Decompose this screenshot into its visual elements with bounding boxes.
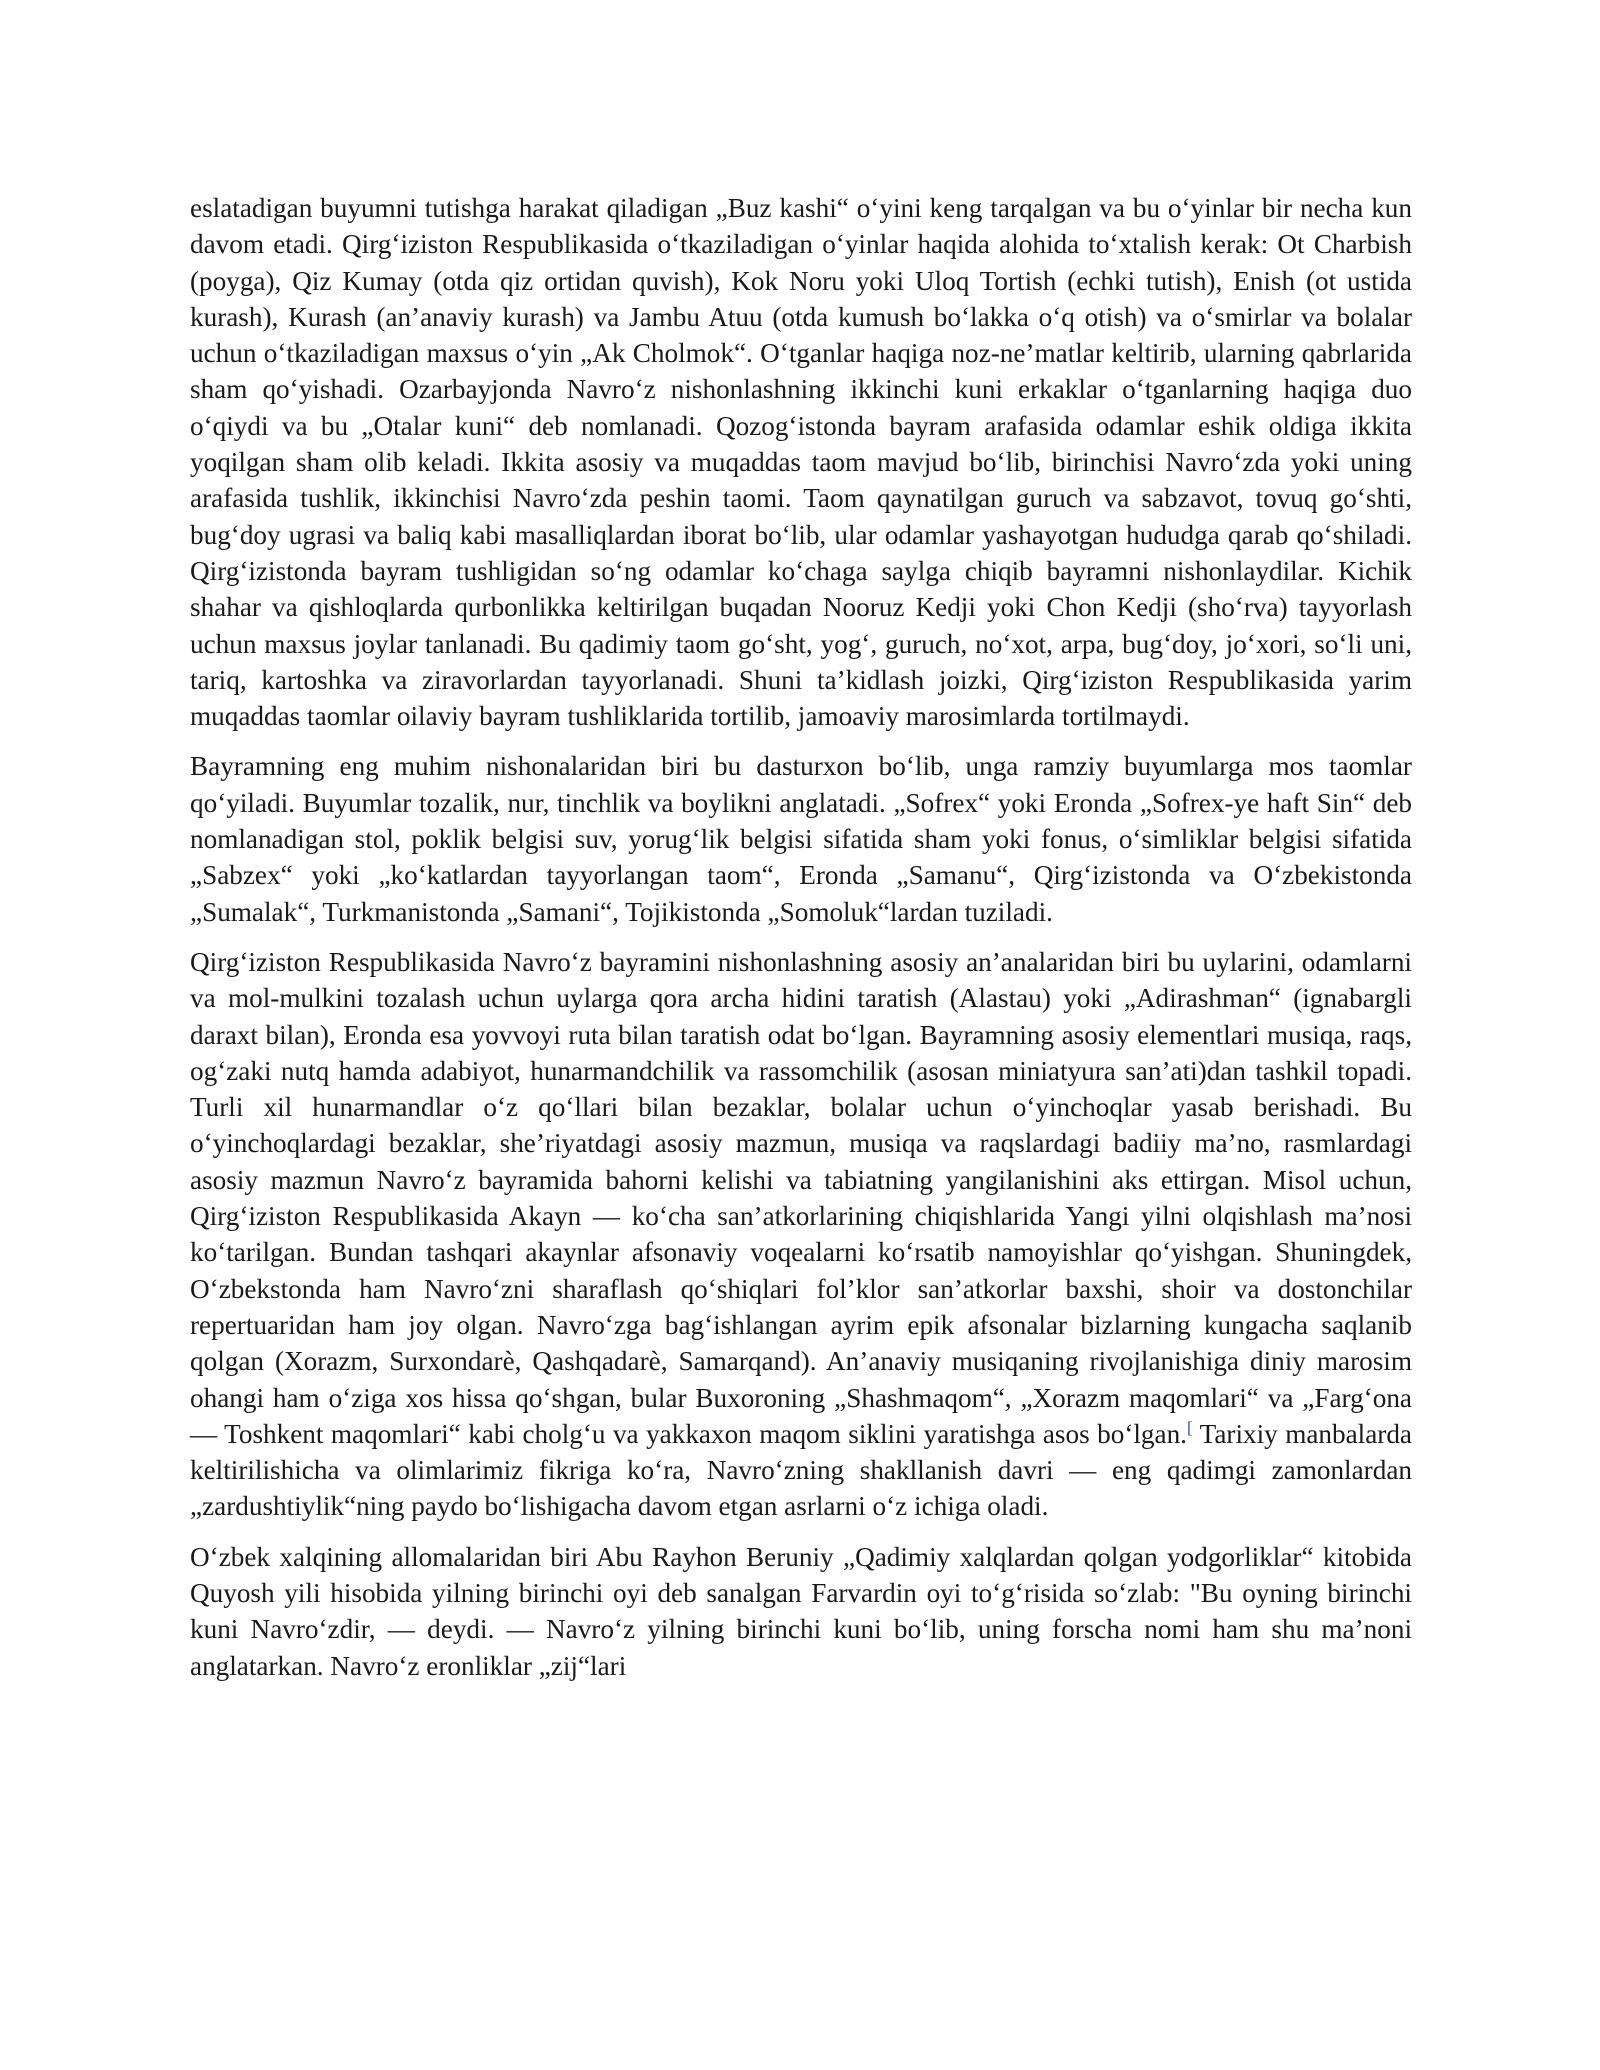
paragraph-text-before-footnote: Qirg‘iziston Respublikasida Navro‘z bayramini nishonlashning asosiy an’analaridan biri bu uylarini, odamlarni va mol-mulkini tozalash uchun uylarga qora archa hidini taratish (Alastau) yoki „Adirashman“ (ignabargli daraxt bilan), Eronda esa yovvoyi ruta bilan taratish odat bo‘lgan. Bayramning asosiy elementlari musiqa, raqs, og‘zaki nutq hamda adabiyot, hunarmandchilik va rassomchilik (asosan miniatyura san’ati)dan tashkil topadi. Turli xil hunarmandlar o‘z qo‘llari bilan bezaklar, bolalar uchun o‘yinchoqlar yasab berishadi. Bu o‘yinchoqlardagi bezaklar, she’riyatdagi asosiy mazmun, musiqa va raqslardagi badiiy ma’no, rasmlardagi asosiy mazmun Navro‘z bayramida bahorni kelishi va tabiatning yangilanishini aks ettirgan. Misol uchun, Qirg‘iziston Respublikasida Akayn — ko‘cha san’atkorlarining chiqishlarida Yangi yilni olqishlash ma’nosi ko‘tarilgan. Bundan tashqari akaynlar afsonaviy voqealarni ko‘rsatib namoyishlar qo‘yishgan. Shuningdek, O‘zbekstonda ham Navro‘zni sharaflash qo‘shiqlari fol’klor san’atkorlar baxshi, shoir va dostonchilar repertuaridan ham joy olgan. Navro‘zga bag‘ishlangan ayrim epik afsonalar bizlarning kungacha saqlanib qolgan (Xorazm, Surxondarè, Qashqadarè, Samarqand). An’anaviy musiqaning rivojlanishiga diniy marosim ohangi ham o‘ziga xos hissa qo‘shgan, bular Buxoroning „Shashmaqom“, „Xorazm maqomlari“ va „Farg‘ona — Toshkent maqomlari“ kabi cholg‘u va yakkaxon maqom siklini yaratishga asos bo‘lgan. (190, 946, 1412, 1449)
paragraph-games-and-food: eslatadigan buyumni tutishga harakat qiladigan „Buz kashi“ o‘yini keng tarqalgan va bu o‘yinlar bir necha kun davom etadi. Qirg‘iziston Respublikasida o‘tkaziladigan o‘yinlar haqida alohida to‘xtalish kerak: Ot Charbish (poyga), Qiz Kumay (otda qiz ortidan quvish), Kok Noru yoki Uloq Tortish (echki tutish), Enish (ot ustida kurash), Kurash (an’anaviy kurash) va Jambu Atuu (otda kumush bo‘lakka o‘q otish) va o‘smirlar va bolalar uchun o‘tkaziladigan maxsus o‘yin „Ak Cholmok“. O‘tganlar haqiga noz-ne’matlar keltirib, ularning qabrlarida sham qo‘yishadi. Ozarbayjonda Navro‘z nishonlashning ikkinchi kuni erkaklar o‘tganlarning haqiga duo o‘qiydi va bu „Otalar kuni“ deb nomlanadi. Qozog‘istonda bayram arafasida odamlar eshik oldiga ikkita yoqilgan sham olib keladi. Ikkita asosiy va muqaddas taom mavjud bo‘lib, birinchisi Navro‘zda yoki uning arafasida tushlik, ikkinchisi Navro‘zda peshin taomi. Taom qaynatilgan guruch va sabzavot, tovuq go‘shti, bug‘doy ugrasi va baliq kabi masalliqlardan iborat bo‘lib, ular odamlar yashayotgan hududga qarab qo‘shiladi. Qirg‘izistonda bayram tushligidan so‘ng odamlar ko‘chaga saylga chiqib bayramni nishonlaydilar. Kichik shahar va qishloqlarda qurbonlikka keltirilgan buqadan Nooruz Kedji yoki Chon Kedji (sho‘rva) tayyorlash uchun maxsus joylar tanlanadi. Bu qadimiy taom go‘sht, yog‘, guruch, no‘xot, arpa, bug‘doy, jo‘xori, so‘li uni, tariq, kartoshka va ziravorlardan tayyorlanadi. Shuni ta’kidlash joizki, Qirg‘iziston Respublikasida yarim muqaddas taomlar oilaviy bayram tushliklarida tortilib, jamoaviy marosimlarda tortilmaydi. (190, 193, 1412, 732)
paragraph-dastarkhan: Bayramning eng muhim nishonalaridan biri bu dasturxon bo‘lib, unga ramziy buyumlarga mos taomlar qo‘yiladi. Buyumlar tozalik, nur, tinchlik va boylikni anglatadi. „Sofrex“ yoki Eronda „Sofrex-ye haft Sin“ deb nomlanadigan stol, poklik belgisi suv, yorug‘lik belgisi sifatida sham yoki fonus, o‘simliklar belgisi sifatida „Sabzex“ yoki „ko‘katlardan tayyorlangan taom“, Eronda „Samanu“, Qirg‘izistonda va O‘zbekistonda „Sumalak“, Turkmanistonda „Samani“, Tojikistonda „Somoluk“lardan tuziladi. (190, 751, 1412, 927)
paragraph-text-after-footnote: Tarixiy manbalarda keltirilishicha va olimlarimiz fikriga ko‘ra, Navro‘zning shakllanish davri — eng qadimgi zamonlardan „zardushtiylik“ning paydo bo‘lishigacha davom etgan asrlarni o‘z ichiga oladi. (190, 1418, 1413, 1522)
footnote-reference-link[interactable]: [ (1186, 1417, 1193, 1437)
document-page (190, 190, 1412, 1684)
paragraph-beruniy: O‘zbek xalqining allomalaridan biri Abu Rayhon Beruniy „Qadimiy xalqlardan qolgan yodgorliklar“ kitobida Quyosh yili hisobida yilning birinchi oyi deb sanalgan Farvardin oyi to‘g‘risida so‘zlab: "Bu oyning birinchi kuni Navro‘zdir, — deydi. — Navro‘z yilning birinchi kuni bo‘lib, uning forscha nomi ham shu ma’noni anglatarkan. Navro‘z eronliklar „zij“lari (190, 1541, 1412, 1681)
paragraph-traditions-and-arts (190, 944, 1412, 1525)
